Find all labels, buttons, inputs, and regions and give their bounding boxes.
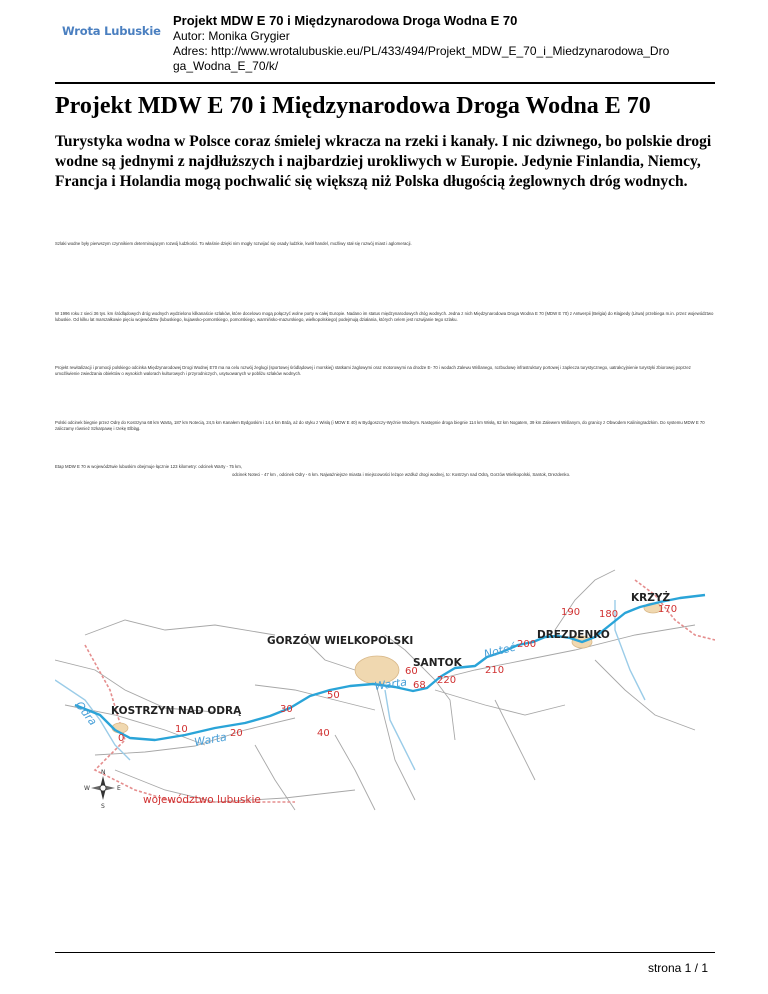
page-number: strona 1 / 1 — [647, 961, 708, 975]
paragraph-1: Szlaki wodne były pierwszym czynnikiem determinującym rozwój ludzkości. To właśnie dzięki nim mogły rozwijać się osady ludzkie, kwitł handel, możliwy stał się rozwój miast i aglomeracji. — [55, 241, 412, 246]
km-180: 180 — [599, 609, 619, 620]
river-notec-label: Noteć — [482, 640, 517, 661]
city-santok: SANTOK — [413, 657, 462, 669]
voivodeship-border — [85, 580, 715, 802]
compass-w: W — [84, 785, 90, 792]
km-68: 68 — [413, 680, 426, 691]
city-kostrzyn: KOSTRZYN NAD ODRĄ — [111, 705, 242, 717]
river-odra-label: Odra — [72, 698, 100, 729]
waterway-map — [55, 540, 715, 830]
header-address-line1: Adres: http://www.wrotalubuskie.eu/PL/433/494/Projekt_MDW_E_70_i_Miedzynarodowa_Dro — [173, 44, 670, 58]
km-210: 210 — [485, 665, 505, 676]
river-warta-label-2: Warta — [373, 675, 408, 693]
city-drezdenko: DREZDENKO — [537, 629, 610, 641]
km-170: 170 — [658, 604, 678, 615]
footer-divider — [55, 952, 715, 953]
header-title: Projekt MDW E 70 i Międzynarodowa Droga Wodna E 70 — [173, 13, 518, 28]
km-60: 60 — [405, 666, 418, 677]
compass-n: N — [101, 769, 106, 776]
document-header — [55, 10, 715, 84]
city-labels — [111, 590, 670, 717]
km-220: 220 — [437, 675, 457, 686]
city-krzyz: KRZYŻ — [631, 592, 671, 604]
km-40: 40 — [317, 728, 330, 739]
region-label: województwo lubuskie — [143, 794, 261, 806]
article-title: Projekt MDW E 70 i Międzynarodowa Droga Wodna E 70 — [55, 93, 651, 119]
km-200: 200 — [517, 639, 537, 650]
paragraph-3: Projekt rewitalizacji i promocji polskiego odcinka Międzynarodowej Drogi Wodnej E70 ma na celu rozwój żeglugi (sportowej śródlądowej i morskiej) statkami żaglowymi oraz motorowymi na drodze E- 70 i wodach Zalewu Wiślanego, rozbudowę infrastruktury portowej i zaplecza turystycznego, uatrakcyjnienie turystyki zbiorowej poprzez umożliwienie zwiedzania obiektów o wysokich walorach kulturowych i przyrodniczych, usytuowanych w pobliżu szlaków wodnych. — [55, 365, 691, 376]
header-author: Autor: Monika Grygier — [173, 29, 290, 43]
paragraph-4: Polski odcinek biegnie przez Odrę do Kostrzyna 68 km Wartą, 187 km Notecią, 24,5 km Kanałem Bydgoskim i 14,4 km Brdą, aż do styku z Wisłą (i MDW E 40) w Bydgoszczy-Wyżnie Wodnym. Następnie droga biegnie 114 km Wisłą, 62 km Nogatem, 39 km Zalewem Wiślanym, do granicy z Obwodem Kaliningradzkim. Do systemu MDW E 70 zaliczamy również Szkarpawę i rzekę Elbląg. — [55, 420, 705, 431]
site-logo: Wrota Lubuskie — [62, 24, 161, 38]
compass-e: E — [117, 785, 121, 792]
compass-rose-icon — [84, 769, 121, 810]
paragraph-2: W 1996 roku z sieci 36 tys. km śródlądowych dróg wodnych wydzielono kilkanaście szlaków, które docelowo mogą połączyć wolne porty w całej Europie. Nadano im status międzynarodowych dróg wodnych. Jedna z nich Międzynarodowa Droga Wodna E 70 (MDW E 70) z Antwerpii (Belgia) do Kłajpedy (Litwa) przebiega m.in. przez województwo lubuskie. Od kilku lat marszałkowie pięciu województw (lubuskiego, kujawsko-pomorskiego, pomorskiego, warmińsko-mazurskiego, wielkopolskiego) podejmują działania, których celem jest rozwijanie tego szlaku. — [55, 311, 714, 322]
article-lead: Turystyka wodna w Polsce coraz śmielej wkracza na rzeki i kanały. I nic dziwnego, bo polskie drogi wodne są jednymi z najdłuższych i najbardziej urokliwych w Europie. Jedynie Finlandia, Niemcy, Francja i Holandia mogą pochwalić się większą niż Polska długością żeglownych dróg wodnych. — [55, 133, 712, 190]
km-10: 10 — [175, 724, 188, 735]
paragraph-5b: odcinek Noteci - 47 km , odcinek Odry - 6 km. Najważniejsze miasta i miejscowości leżące wzdłuż drogi wodnej, to: Kostrzyn nad Odrą, Gorzów Wielkopolski, Santok, Drezdenko. — [232, 472, 571, 477]
km-50: 50 — [327, 690, 340, 701]
km-190: 190 — [561, 607, 581, 618]
km-30: 30 — [280, 704, 293, 715]
header-meta — [173, 13, 718, 74]
km-20: 20 — [230, 728, 243, 739]
header-address — [173, 44, 718, 74]
river-warta-label-1: Warta — [193, 730, 228, 749]
city-gorzow: GORZÓW WIELKOPOLSKI — [267, 635, 414, 647]
km-0: 0 — [118, 733, 125, 744]
compass-s: S — [101, 803, 105, 810]
header-address-line2: ga_Wodna_E_70/k/ — [173, 59, 279, 73]
paragraph-5a: Etap MDW E 70 w województwie lubuskim obejmuje łącznie 123 kilometry: odcinek Warty - 75 km, — [55, 464, 243, 469]
